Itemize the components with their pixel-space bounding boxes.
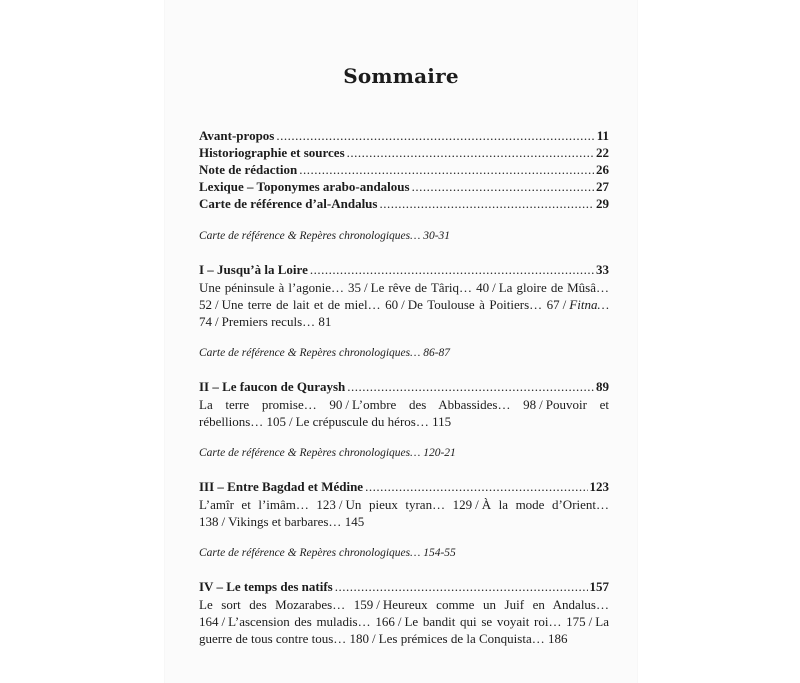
summary-item: Vikings et barbares… 145: [228, 514, 365, 529]
toc-entry-avant-propos: [199, 128, 609, 145]
summary-item: L’amîr et l’imâm… 123: [199, 497, 336, 512]
summary-item: L’ascension des muladis… 166: [228, 614, 395, 629]
summary-item: La gloire de Mûsâ… 52: [199, 280, 610, 312]
summary-item: Heureux comme un Juif en Andalus… 164: [199, 597, 609, 629]
chrono-pages: 30-31: [423, 230, 451, 242]
toc-entry-lexique: [199, 179, 609, 196]
summary-item: Le sort des Mozarabes… 159: [199, 597, 374, 612]
chapter-title: I – Jusqu’à la Loire: [199, 262, 308, 277]
dot-leader: [379, 196, 594, 212]
chapter-page: 89: [596, 379, 609, 394]
table-of-contents: [199, 128, 609, 647]
chapter-page: 123: [589, 479, 609, 494]
dot-leader: [299, 162, 594, 178]
summary-item: La guerre de tous contre tous… 180: [199, 614, 609, 646]
chapter-title: II – Le faucon de Quraysh: [199, 379, 346, 394]
chrono-reference: [199, 228, 609, 245]
chapter-page: 157: [589, 579, 609, 594]
chapter-heading-2: [199, 379, 609, 396]
summary-item: Le rêve de Târiq… 40: [370, 280, 490, 295]
dot-leader: [335, 579, 588, 595]
summary-item: Les prémices de la Conquista… 186: [378, 631, 568, 646]
chrono-pages: 86-87: [423, 347, 451, 359]
toc-entry-label: Historiographie et sources: [199, 145, 345, 160]
dot-leader: [347, 379, 594, 395]
summary-item: Un pieux tyran… 129: [345, 497, 473, 512]
chapter-summary-4: Le sort des Mozarabes… 159 / Heureux comme un Juif en Andalus… 164 / L’ascension des muladis… 166 / Le bandit qui se voyait roi… 175 / La guerre de tous contre tous… 180 / Les prémices de la Conquista… 186: [199, 597, 609, 646]
toc-entry-label: Carte de référence d’al-Andalus: [199, 196, 378, 211]
toc-entry-note-redaction: [199, 162, 609, 179]
page-title: Sommaire: [343, 64, 459, 88]
chrono-reference: [199, 445, 609, 462]
chrono-reference: [199, 545, 609, 562]
chrono-pages: 120-21: [423, 447, 456, 459]
chapter-heading-1: [199, 262, 609, 279]
summary-item: Le crépuscule du héros… 115: [295, 414, 452, 429]
chapter-summary-1: Une péninsule à l’agonie… 35 / Le rêve de Târiq… 40 / La gloire de Mûsâ… 52 / Une terre de lait et de miel… 60 / De Toulouse à Poitiers… 67 / Fitna… 74 / Premiers reculs… 81: [199, 280, 610, 329]
toc-entry-page: 29: [596, 196, 609, 211]
chapter-heading-3: [199, 479, 609, 496]
chrono-label: Carte de référence & Repères chronologiques…: [199, 447, 421, 459]
summary-item: À la mode d’Orient… 138: [199, 497, 610, 529]
chapter-summary-3: L’amîr et l’imâm… 123 / Un pieux tyran… 129 / À la mode d’Orient… 138 / Vikings et barbares… 145: [199, 497, 610, 529]
summary-item: Pouvoir et rébellions… 105: [199, 397, 609, 429]
chrono-reference: [199, 345, 609, 362]
dot-leader: [347, 145, 594, 161]
chapter-heading-4: [199, 579, 609, 596]
book-page: [165, 0, 637, 683]
summary-item: Premiers reculs… 81: [221, 314, 332, 329]
chrono-label: Carte de référence & Repères chronologiques…: [199, 547, 421, 559]
toc-entry-historiographie: [199, 145, 609, 162]
dot-leader: [365, 479, 587, 495]
dot-leader: [412, 179, 594, 195]
toc-entry-page: 11: [596, 128, 609, 143]
dot-leader: [276, 128, 594, 144]
summary-item: Une terre de lait et de miel… 60: [221, 297, 399, 312]
summary-item: De Toulouse à Poitiers… 67: [407, 297, 560, 312]
toc-entry-label: Lexique – Toponymes arabo-andalous: [199, 179, 410, 194]
toc-entry-label: Note de rédaction: [199, 162, 298, 177]
summary-item: Une péninsule à l’agonie… 35: [199, 280, 362, 295]
summary-item: La terre promise… 90: [199, 397, 343, 412]
chrono-label: Carte de référence & Repères chronologiques…: [199, 347, 421, 359]
toc-entry-carte-reference: [199, 196, 609, 213]
toc-entry-page: 22: [596, 145, 609, 160]
chapter-page: 33: [596, 262, 609, 277]
summary-item: Fitna… 74: [199, 297, 610, 329]
chapter-title: IV – Le temps des natifs: [199, 579, 333, 594]
chrono-pages: 154-55: [423, 547, 456, 559]
chapter-summary-2: La terre promise… 90 / L’ombre des Abbassides… 98 / Pouvoir et rébellions… 105 / Le crépuscule du héros… 115: [199, 397, 609, 429]
chrono-label: Carte de référence & Repères chronologiques…: [199, 230, 421, 242]
toc-entry-label: Avant-propos: [199, 128, 275, 143]
summary-item: L’ombre des Abbassides… 98: [352, 397, 537, 412]
summary-item: Le bandit qui se voyait roi… 175: [404, 614, 586, 629]
toc-entry-page: 26: [596, 162, 609, 177]
chapter-title: III – Entre Bagdad et Médine: [199, 479, 364, 494]
dot-leader: [310, 262, 594, 278]
toc-entry-page: 27: [596, 179, 609, 194]
